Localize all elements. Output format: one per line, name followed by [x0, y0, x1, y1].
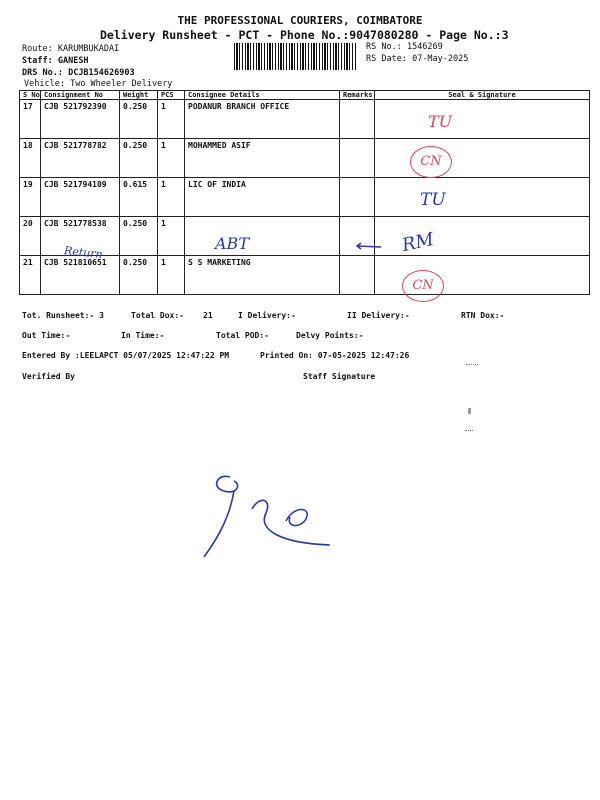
cell-sno: 19 [20, 178, 41, 217]
in-time: In Time:- [121, 331, 165, 340]
vehicle-line [24, 79, 172, 89]
col-pcs: PCS [158, 91, 185, 100]
cell-consignee: LIC OF INDIA [185, 178, 340, 217]
cell-consignee: MOHAMMED ASIF [185, 139, 340, 178]
rs-no-label: RS No.: [366, 42, 402, 52]
rs-date-line [366, 54, 468, 64]
cell-signature [375, 178, 590, 217]
speck-mark [468, 408, 471, 414]
cell-weight: 0.250 [120, 139, 158, 178]
runsheet-table [19, 90, 590, 295]
table-row [20, 256, 590, 295]
col-consignee: Consignee Details [185, 91, 340, 100]
cell-consignee: S S MARKETING [185, 256, 340, 295]
verified-by: Verified By [22, 372, 75, 381]
row20-signature: RM [400, 228, 436, 257]
cell-sno: 17 [20, 100, 41, 139]
cell-weight: 0.250 [120, 256, 158, 295]
cell-weight: 0.250 [120, 100, 158, 139]
barcode-image [234, 43, 356, 70]
table-row [20, 100, 590, 139]
speck-mark [465, 430, 473, 436]
cell-consignment: CJB 521810651 [41, 256, 120, 295]
total-dox-label: Total Dox:- [131, 311, 184, 320]
delvy-points: Delvy Points:- [296, 331, 364, 340]
cell-sno: 20 [20, 217, 41, 256]
staff-signature-label: Staff Signature [303, 372, 376, 381]
cell-remarks [340, 100, 375, 139]
cell-remarks [340, 256, 375, 295]
staff-signature-scribble [190, 465, 340, 565]
row17-signature: TU [428, 112, 453, 131]
drs-label: DRS No.: [22, 68, 63, 78]
staff-value: GANESH [57, 56, 89, 66]
row20-abt-note: ABT [215, 234, 249, 253]
cell-consignment: CJB 521792390 [41, 100, 120, 139]
route-value: KARUMBUKADAI [57, 44, 120, 54]
out-time: Out Time:- [22, 331, 71, 340]
vehicle-value: Two Wheeler Delivery [70, 79, 173, 89]
i-delivery: I Delivery:- [238, 311, 296, 320]
cell-pcs: 1 [158, 100, 185, 139]
route-label: Route: [22, 44, 53, 54]
row21-stamp-text: CN [412, 278, 434, 293]
rs-date-value: 07-May-2025 [412, 54, 469, 64]
table-row [20, 178, 590, 217]
drs-value: DCJB154626903 [68, 68, 135, 78]
cell-sno: 18 [20, 139, 41, 178]
cell-remarks [340, 178, 375, 217]
col-signature: Seal & Signature [375, 91, 590, 100]
remarks-arrow [355, 240, 385, 252]
ii-delivery: II Delivery:- [347, 311, 410, 320]
drs-line [22, 68, 135, 78]
total-pod: Total POD:- [216, 331, 269, 340]
cell-pcs: 1 [158, 256, 185, 295]
printed-on: Printed On: 07-05-2025 12:47:26 [260, 351, 410, 360]
cell-signature [375, 100, 590, 139]
col-remarks: Remarks [340, 91, 375, 100]
cell-consignee [185, 217, 340, 256]
cell-pcs: 1 [158, 217, 185, 256]
rs-date-label: RS Date: [366, 54, 407, 64]
row18-stamp [410, 146, 452, 178]
cell-signature [375, 139, 590, 178]
table-header-row [20, 91, 590, 100]
vehicle-label: Vehicle: [24, 79, 65, 89]
cell-consignment: CJB 521778538 [41, 217, 120, 256]
cell-pcs: 1 [158, 178, 185, 217]
row18-stamp-text: CN [420, 154, 442, 169]
runsheet-subtitle: Delivery Runsheet - PCT - Phone No.:9047080280 - Page No.:3 [100, 28, 509, 42]
staff-line [22, 56, 89, 66]
cell-remarks [340, 139, 375, 178]
speck-mark [466, 364, 478, 368]
table-row [20, 139, 590, 178]
cell-consignee: PODANUR BRANCH OFFICE [185, 100, 340, 139]
cell-weight: 0.615 [120, 178, 158, 217]
cell-sno: 21 [20, 256, 41, 295]
rs-no-value: 1546269 [406, 42, 443, 52]
row20-return-note: Return [63, 244, 104, 261]
col-weight: Weight [120, 91, 158, 100]
rtn-dox: RTN Dox:- [461, 311, 505, 320]
staff-label: Staff: [22, 56, 53, 66]
total-dox-value: 21 [203, 311, 213, 320]
company-title: THE PROFESSIONAL COURIERS, COIMBATORE [177, 14, 423, 27]
col-sno: S No [20, 91, 41, 100]
table-row [20, 217, 590, 256]
total-runsheet: Tot. Runsheet:- 3 [22, 311, 104, 320]
cell-pcs: 1 [158, 139, 185, 178]
cell-consignment: CJB 521778782 [41, 139, 120, 178]
cell-weight: 0.250 [120, 217, 158, 256]
entered-by: Entered By :LEELAPCT 05/07/2025 12:47:22 PM [22, 351, 230, 360]
row21-stamp [402, 270, 444, 302]
col-consignment: Consignment No [41, 91, 120, 100]
route-line [22, 44, 119, 54]
rs-no-line [366, 42, 443, 52]
row19-signature: TU [420, 190, 446, 210]
cell-consignment: CJB 521794109 [41, 178, 120, 217]
